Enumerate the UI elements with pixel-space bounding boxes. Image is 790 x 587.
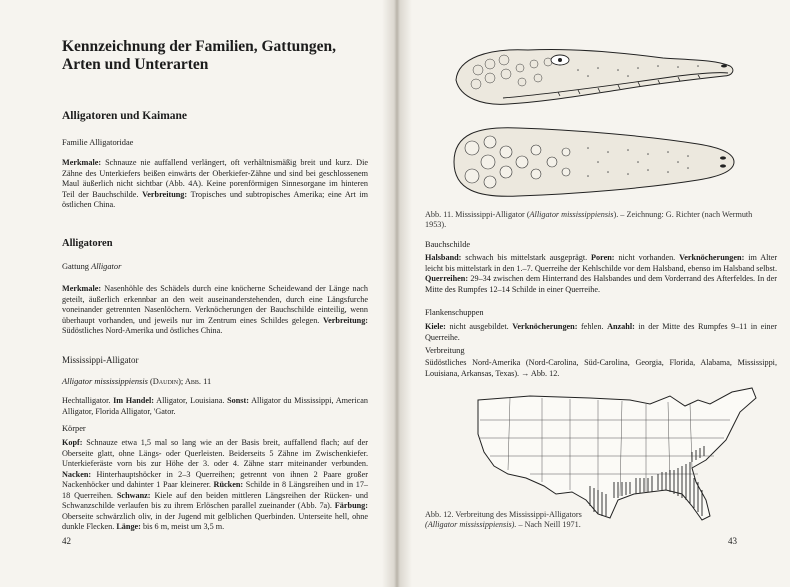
transverse-rows-label: Querreihen:: [425, 274, 469, 283]
flank-ossification-label: Verknöcherungen:: [512, 322, 578, 331]
length-label: Länge:: [116, 522, 141, 531]
book-gutter: [382, 0, 412, 587]
belly-scales-description: [425, 253, 777, 295]
ossification-label: Verknöcherungen:: [679, 253, 745, 262]
belly-scales-heading: Bauchschilde: [425, 240, 471, 249]
flank-ossification-text: fehlen.: [581, 322, 604, 331]
section-heading-alligators-caimans: Alligatoren und Kaimane: [62, 110, 188, 122]
genus-features: [62, 284, 368, 337]
count-label: Anzahl:: [607, 322, 635, 331]
tail-text: Kiele auf den beiden mittleren Längsreihen der Rücken- und Schwanzschilde verlaufen bis zu ihrem Erlöschen parallel zueinander (Abb. 7a).: [62, 490, 369, 510]
species-name: [62, 377, 211, 386]
back-text: Schilde in 8 Längsreihen und in 17–18 Querreihen.: [62, 480, 369, 500]
back-label: Rücken:: [213, 480, 244, 489]
figure-11-caption-species: Alligator mississippiensis: [529, 210, 614, 219]
page-title: Kennzeichnung der Familien, Gattungen, Arten und Unterarten: [62, 38, 336, 73]
alligator-side-view-illustration: [448, 40, 738, 118]
family-features-text: Schnauze nie auffallend verlängert, oft verhältnismäßig breit und kurz. Die Zähne des Unterkiefers beißen einwärts der Oberkiefer-Zähne und sind bei geschlossenem Maul äußerlich nicht sichtbar (Abb. 4A). Keine porenförmigen Sinnesorgane im hinteren Teil der Bauchschilde.: [62, 158, 368, 199]
figure-12-caption-line2: [425, 520, 645, 530]
page-number-left: 42: [62, 536, 71, 546]
right-page: [410, 0, 790, 587]
flank-scales-description: [425, 322, 777, 343]
figure-11-caption: [425, 210, 765, 231]
pores-label: Poren:: [591, 253, 615, 262]
trade-names-prefix: Hechtalligator.: [62, 396, 111, 405]
trade-label: Im Handel:: [113, 396, 154, 405]
figure-11-caption-suffix: ). – Zeichnung: G. Richter (nach Wermuth 1953).: [425, 210, 753, 230]
neck-text: Hinterhauptshöcker in 2–3 Querreihen; getrennt von ihnen 2 Paare großer Nackenhöcker und dahinter 1 Paar kleinerer.: [62, 469, 369, 489]
color-label: Färbung:: [334, 501, 368, 510]
genus-distribution-text: Südöstliches Nord-Amerika und östliches China.: [62, 326, 223, 335]
ossification-text: im Alter leicht bis mittelstark in den 1.–7. Querreihe der Kehlschilde vor dem Halsband, ebenso im Halsband selbst.: [425, 253, 778, 273]
tail-label: Schwanz:: [116, 490, 151, 500]
transverse-rows-text: 29–34 zwischen dem Hinterrand des Halsbandes und dem Vorderrand des Afterfeldes. In der Mitte des Rumpfes 12–14 Schilde in einer Querreihe.: [425, 274, 777, 294]
family-distribution-label: Verbreitung:: [142, 189, 188, 199]
body-description: [62, 438, 368, 533]
genus-prefix: Gattung: [62, 262, 89, 271]
genus-features-label: Merkmale:: [62, 284, 102, 293]
genus-label: [62, 262, 121, 271]
pores-text: nicht vorhanden.: [618, 253, 676, 262]
family-label: Familie Alligatoridae: [62, 138, 134, 147]
species-trade-names: [62, 396, 368, 417]
count-text: in der Mitte des Rumpfes 9–11 in einer Querreihe.: [425, 322, 778, 342]
collar-label: Halsband:: [425, 253, 462, 262]
figure-11-caption-prefix: Abb. 11. Mississippi-Alligator (: [425, 210, 530, 219]
species-scientific-name: Alligator mississippiensis: [62, 377, 148, 386]
flank-scales-heading: Flankenschuppen: [425, 308, 484, 317]
head-text: Schnauze etwa 1,5 mal so lang wie an der Basis breit, auffallend flach; auf der Oberseite glatt, ohne Längs- oder Querleisten. Beiderseits 5 Zähne im Zwischenkiefer. Unterkieferäste vorn bis zur Höhe der 3. oder 4. Zähne starr miteinander verbunden.: [62, 438, 368, 468]
figure-12-caption: [425, 510, 645, 531]
keels-label: Kiele:: [425, 322, 446, 331]
alligator-top-view-illustration: [448, 122, 738, 204]
keels-text: nicht ausgebildet.: [449, 322, 509, 331]
family-features: [62, 158, 368, 211]
collar-text: schwach bis mittelstark ausgeprägt.: [465, 253, 588, 262]
genus-distribution-label: Verbreitung:: [322, 315, 369, 325]
distribution-text: Südöstliches Nord-Amerika (Nord-Carolina, Süd-Carolina, Georgia, Florida, Alabama, Mississippi, Louisiana, Arkansas, Texas). → Abb. 12.: [425, 358, 777, 378]
figure-12-caption-species: (Alligator mississippiensis).: [425, 520, 517, 530]
species-title: Mississippi-Alligator: [62, 355, 139, 365]
color-text: Oberseite schwärzlich oliv, in der Jugend mit gelblichen Querbinden. Unterseite hell, ohne dunkle Flecken.: [62, 511, 368, 531]
left-page: [0, 0, 385, 587]
neck-label: Nacken:: [62, 469, 92, 479]
trade-text: Alligator, Louisiana.: [156, 396, 225, 405]
family-features-label: Merkmale:: [62, 158, 102, 167]
genus-features-text: Nasenhöhle des Schädels durch eine knöcherne Scheidewand der Länge nach geteilt, äußerlich erkennbar an den weit auseinanderstehenden, durch eine Längsfurche voneinander getrennten Nasenlöchern. Verknöcherungen der Bauchschilde einteilig, wenn überhaupt vorhanden, und jeweils nur im Zentrum eines Schildes gelegen.: [62, 284, 368, 325]
genus-name: Alligator: [91, 262, 122, 271]
section-heading-alligators: Alligatoren: [62, 238, 113, 249]
other-names-label: Sonst:: [227, 396, 249, 405]
figure-12-caption-line1: Abb. 12. Verbreitung des Mississippi-Alligators: [425, 510, 582, 519]
body-heading: Körper: [62, 424, 86, 433]
distribution-heading: Verbreitung: [425, 346, 465, 355]
other-names-text: Alligator du Mississippi, American Alligator, Florida Alligator, 'Gator.: [62, 396, 368, 416]
figure-12-caption-suffix: – Nach Neill 1971.: [518, 520, 581, 530]
page-number-right: 43: [728, 536, 737, 546]
species-author: (Daudin); Abb. 11: [149, 377, 212, 386]
head-label: Kopf:: [62, 438, 83, 447]
family-distribution-text: Tropisches und subtropisches Amerika; eine Art im östlichen China.: [62, 189, 369, 209]
length-text: bis 6 m, meist um 3,5 m.: [142, 522, 225, 531]
